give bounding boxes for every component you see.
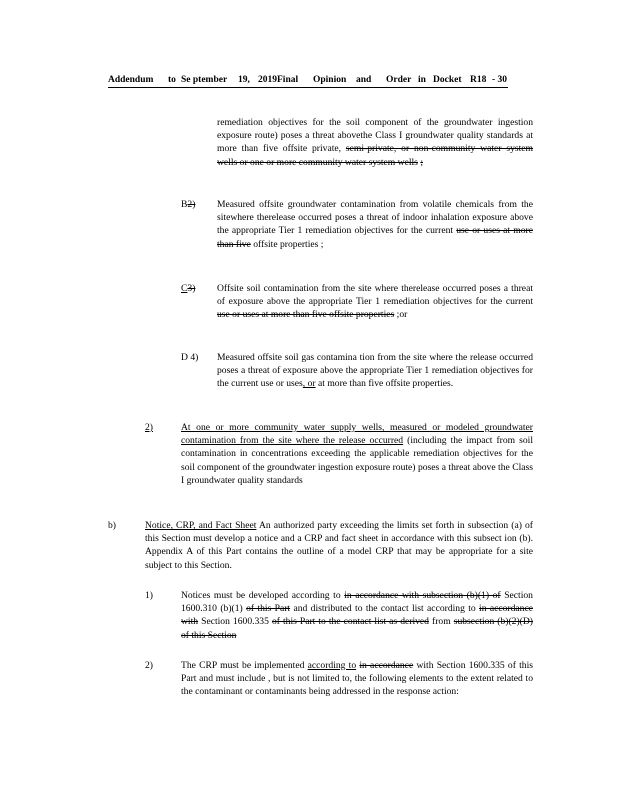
item-b-label: B2) — [181, 199, 196, 210]
item-2-text: At one or more community water supply wells, measured or modeled groundwater contamination from the site where the release occurred (including the impact from soil contamination in concentrations exceeding the applicable remediation objectives for the soil component of the groundwater ingestion exposure route) poses a threat above the Class I groundwater quality standards — [181, 422, 533, 486]
header-page-number: - 30 — [492, 75, 508, 85]
header-addendum: Addendum — [108, 75, 154, 85]
item-d-text: Measured offsite soil gas contamina tion from the site where the release occurred poses a threat of exposure above the appropriate Tier 1 remediation objectives for the current use or uses, or at more than five offsite properties. — [217, 352, 533, 390]
header-year: 2019Final — [258, 75, 299, 85]
item-c-text: Offsite soil contamination from the site where therelease occurred poses a threat of exposure above the appropriate Tier 1 remediation objectives for the current use or uses at more than five offsite properties ;or — [217, 283, 533, 321]
item-2-label: 2) — [145, 422, 153, 433]
continuation-deleted-text: semi-private, or non-community water system wells or one or more community water system wells — [217, 143, 534, 168]
item-d-label: D 4) — [181, 352, 199, 363]
header-docket-number: R18 — [470, 75, 487, 85]
crp-item-text: The CRP must be implemented according to in accordance with Section 1600.335 of this Part and must include , but is not limited to, the following elements to the extent related to the contaminant or contaminants being addressed in the response action: — [181, 660, 533, 698]
page-header — [108, 77, 508, 88]
header-month: Se ptember — [181, 75, 228, 85]
section-b-title: Notice, CRP, and Fact Sheet — [145, 520, 257, 531]
section-b-label: b) — [108, 520, 116, 531]
item-c-label: C3) — [181, 283, 196, 294]
header-docket: Docket — [433, 75, 462, 85]
item-b-text: Measured offsite groundwater contamination from volatile chemicals from the sitewhere therelease occurred poses a threat of indoor inhalation exposure above the appropriate Tier 1 remediation objectives for the current use or uses at more than five offsite properties ; — [217, 199, 533, 250]
crp-item-label: 2) — [145, 660, 153, 671]
continuation-text: remediation objectives for the soil component of the groundwater ingestion exposure route) poses a threat abovethe Class I groundwater quality standards at more than five offsite private, — [217, 117, 533, 155]
header-day: 19, — [238, 75, 250, 85]
header-in: in — [418, 75, 426, 85]
header-and: and — [356, 75, 372, 85]
header-to: to — [168, 75, 176, 85]
notices-item-label: 1) — [145, 590, 153, 601]
notices-item-text: Notices must be developed according to in accordance with subsection (b)(1) of Section 1600.310 (b)(1) of this Part and distributed to the contact list according to in accordance with Section 1600.335 of this Part to the contact list as derived from subsection (b)(2)(D) of this Section — [181, 590, 533, 641]
section-b-text: Notice, CRP, and Fact Sheet An authorized party exceeding the limits set forth in subsection (a) of this Section must develop a notice and a CRP and fact sheet in accordance with this subsect ion (b). Appendix A of this Part contains the outline of a model CRP that may be appropriate for a site subject to this Section. — [145, 520, 534, 571]
continuation-deleted-punct: ; — [420, 156, 423, 168]
header-opinion: Opinion — [313, 75, 347, 85]
continuation-paragraph — [217, 116, 533, 169]
header-order: Order — [386, 75, 412, 85]
